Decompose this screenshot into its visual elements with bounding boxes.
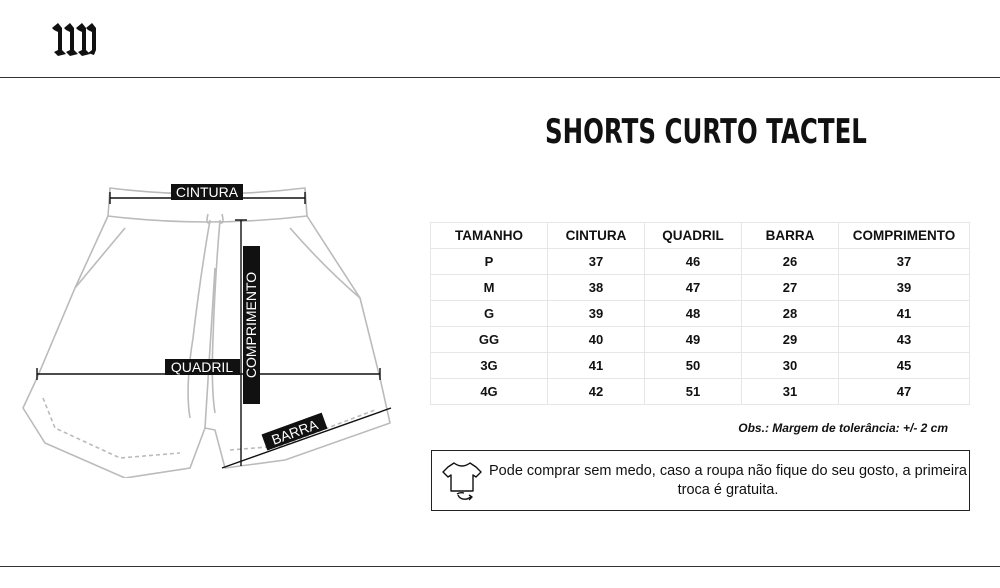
exchange-notice-text: Pode comprar sem medo, caso a roupa não fique do seu gosto, a primeira troca é gratuita. bbox=[489, 463, 967, 498]
table-cell: 43 bbox=[839, 327, 970, 353]
table-cell: 29 bbox=[742, 327, 839, 353]
table-cell: 50 bbox=[645, 353, 742, 379]
table-row bbox=[431, 301, 970, 327]
table-cell: 38 bbox=[548, 275, 645, 301]
table-cell: 48 bbox=[645, 301, 742, 327]
brand-logo-icon bbox=[50, 20, 98, 58]
table-cell: 40 bbox=[548, 327, 645, 353]
table-row bbox=[431, 249, 970, 275]
table-row bbox=[431, 275, 970, 301]
exchange-notice bbox=[431, 450, 970, 511]
table-cell: 31 bbox=[742, 379, 839, 405]
table-cell: GG bbox=[431, 327, 548, 353]
table-row bbox=[431, 353, 970, 379]
header-barra: BARRA bbox=[742, 223, 839, 249]
cintura-label: CINTURA bbox=[175, 184, 239, 200]
table-cell: 39 bbox=[839, 275, 970, 301]
footer-divider bbox=[0, 566, 1000, 567]
table-cell: P bbox=[431, 249, 548, 275]
table-cell: 37 bbox=[839, 249, 970, 275]
table-cell: 46 bbox=[645, 249, 742, 275]
table-cell: 37 bbox=[548, 249, 645, 275]
shorts-diagram bbox=[15, 178, 410, 478]
table-row bbox=[431, 379, 970, 405]
table-cell: G bbox=[431, 301, 548, 327]
table-cell: 27 bbox=[742, 275, 839, 301]
size-table bbox=[430, 222, 970, 405]
table-cell: 39 bbox=[548, 301, 645, 327]
table-cell: 28 bbox=[742, 301, 839, 327]
comprimento-label: COMPRIMENTO bbox=[243, 271, 259, 379]
header-quadril: QUADRIL bbox=[645, 223, 742, 249]
tshirt-exchange-icon bbox=[440, 459, 484, 503]
table-cell: 3G bbox=[431, 353, 548, 379]
quadril-label: QUADRIL bbox=[170, 359, 234, 375]
table-cell: 45 bbox=[839, 353, 970, 379]
table-cell: M bbox=[431, 275, 548, 301]
table-row bbox=[431, 327, 970, 353]
header-comprimento: COMPRIMENTO bbox=[839, 223, 970, 249]
table-cell: 51 bbox=[645, 379, 742, 405]
tolerance-note: Obs.: Margem de tolerância: +/- 2 cm bbox=[738, 421, 948, 435]
table-cell: 30 bbox=[742, 353, 839, 379]
header-divider bbox=[0, 77, 1000, 78]
barra-label: BARRA bbox=[269, 416, 321, 448]
page-title: SHORTS CURTO TACTEL bbox=[545, 112, 867, 152]
table-cell: 49 bbox=[645, 327, 742, 353]
table-cell: 47 bbox=[839, 379, 970, 405]
header-tamanho: TAMANHO bbox=[431, 223, 548, 249]
table-cell: 4G bbox=[431, 379, 548, 405]
table-cell: 26 bbox=[742, 249, 839, 275]
table-header-row bbox=[431, 223, 970, 249]
header-cintura: CINTURA bbox=[548, 223, 645, 249]
table-cell: 47 bbox=[645, 275, 742, 301]
table-cell: 41 bbox=[839, 301, 970, 327]
table-cell: 42 bbox=[548, 379, 645, 405]
table-cell: 41 bbox=[548, 353, 645, 379]
